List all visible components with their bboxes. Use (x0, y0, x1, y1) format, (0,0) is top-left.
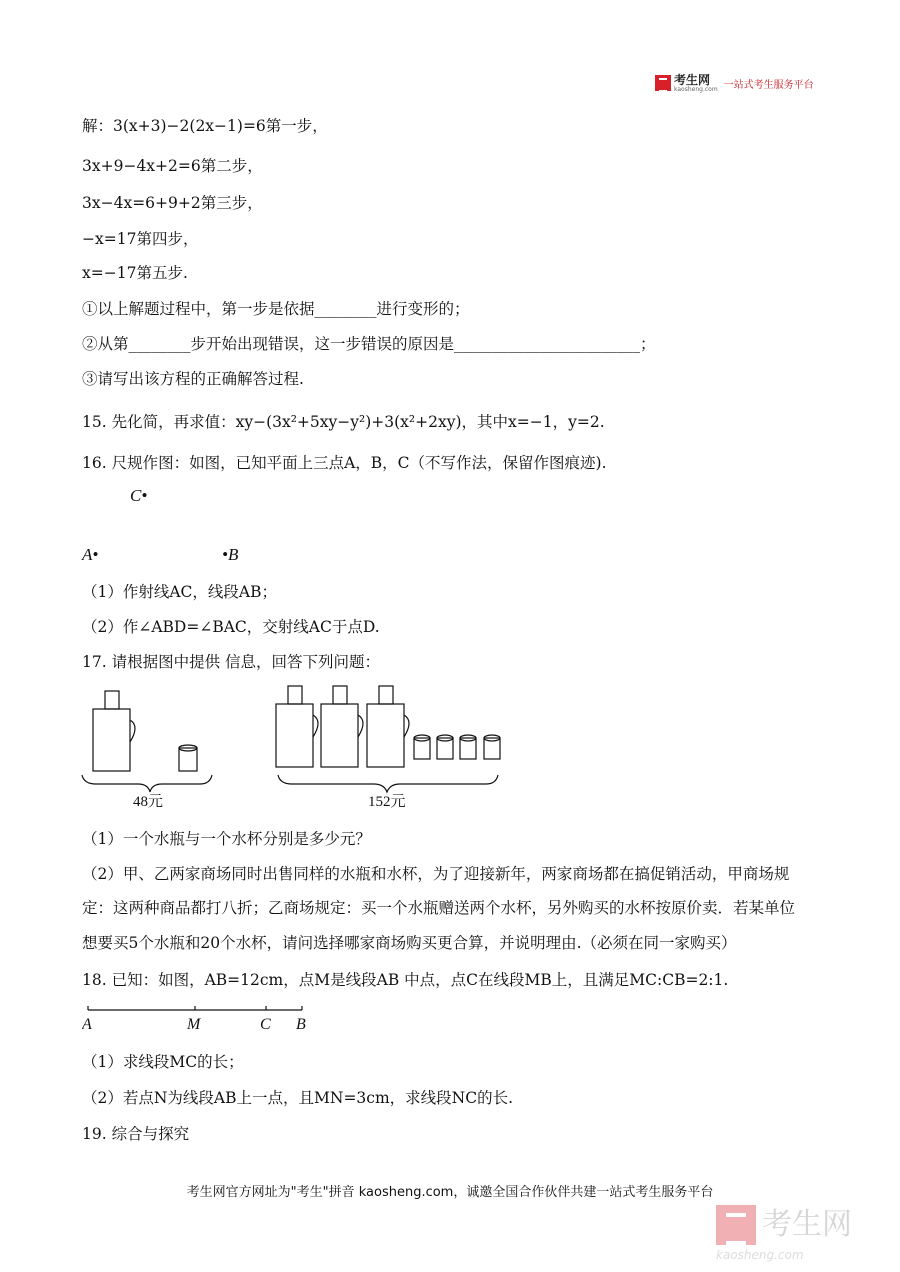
segment-label-m: M (187, 1016, 201, 1033)
segment-label-b: B (296, 1016, 306, 1033)
point-c-label: C• (130, 486, 148, 505)
bottle-icon (276, 686, 318, 767)
q17-part2-line3: 想要买5个水瓶和20个水杯，请问选择哪家商场购买更合算，并说明理由.（必须在同一家购买） (82, 934, 737, 952)
watermark-name: 考生网 (762, 1207, 852, 1242)
point-b-label: •B (222, 545, 239, 564)
price-label-right: 152元 (368, 794, 406, 810)
q14-part2: ②从第________步开始出现错误，这一步错误的原因是________________________； (82, 335, 656, 353)
brand-slogan: 一站式考生服务平台 (723, 79, 814, 91)
solution-step-4: −x=17第四步， (82, 230, 199, 248)
question-15: 15. 先化简，再求值：xy−(3x²+5xy−y²)+3(x²+2xy)，其中x=−1，y=2. (82, 413, 605, 431)
q16-part1: （1）作射线AC，线段AB； (82, 583, 277, 601)
point-a-label: A• (82, 545, 99, 564)
watermark-logo-icon (716, 1205, 756, 1245)
segment-label-c: C (260, 1016, 271, 1033)
cup-icon (179, 745, 197, 771)
solution-step-2: 3x+9−4x+2=6第二步， (82, 157, 263, 175)
cup-icon (484, 735, 500, 759)
q18-part1: （1）求线段MC的长； (82, 1053, 244, 1071)
cup-icon (437, 735, 453, 759)
solution-step-3: 3x−4x=6+9+2第三步， (82, 194, 263, 212)
q17-part1: （1）一个水瓶与一个水杯分别是多少元？ (82, 830, 371, 848)
right-brace (278, 775, 498, 792)
bottle-icon (367, 686, 409, 767)
header-logo (655, 71, 814, 95)
question-19: 19. 综合与探究 (82, 1125, 190, 1143)
cup-icon (460, 735, 476, 759)
watermark-domain: kaosheng.com (716, 1248, 804, 1262)
bottles-cups-figure (78, 682, 508, 812)
q18-part2: （2）若点N为线段AB上一点，且MN=3cm，求线段NC的长. (82, 1089, 514, 1107)
question-18-stem: 18. 已知：如图，AB=12cm，点M是线段AB 中点，点C在线段MB上，且满足MC:CB=2:1. (82, 971, 729, 989)
q14-part3: ③请写出该方程的正确解答过程. (82, 370, 304, 388)
q17-part2-line1: （2）甲、乙两家商场同时出售同样的水瓶和水杯，为了迎接新年，两家商场都在搞促销活动，甲商场规 (82, 865, 790, 883)
q16-part2: （2）作∠ABD=∠BAC，交射线AC于点D. (82, 618, 380, 636)
cup-icon (414, 735, 430, 759)
bottle-icon (321, 686, 363, 767)
bottle-icon (93, 691, 135, 771)
q17-part2-line2: 定：这两种商品都打八折；乙商场规定：买一个水瓶赠送两个水杯，另外购买的水杯按原价卖．若某单位 (82, 899, 796, 917)
brand-domain: kaosheng.com (674, 85, 718, 93)
segment-label-a: A (82, 1016, 92, 1033)
left-brace (82, 775, 212, 792)
solution-step-1: 解：3(x+3)−2(2x−1)=6第一步， (82, 117, 328, 135)
watermark (716, 1205, 852, 1245)
price-label-left: 48元 (133, 794, 164, 810)
question-16-stem: 16. 尺规作图：如图，已知平面上三点A，B，C（不写作法，保留作图痕迹). (82, 454, 607, 472)
question-17-stem: 17. 请根据图中提供 信息，回答下列问题： (82, 653, 381, 671)
q14-part1: ①以上解题过程中，第一步是依据________进行变形的； (82, 300, 470, 318)
solution-step-5: x=−17第五步. (82, 264, 188, 282)
segment-figure (82, 1003, 322, 1035)
page-footer: 考生网官方网址为"考生"拼音 kaosheng.com，诚邀全国合作伙伴共建一站式考生服务平台 (186, 1185, 714, 1200)
brand-name: 考生网 (674, 72, 711, 87)
kaosheng-logo-icon (655, 75, 671, 91)
